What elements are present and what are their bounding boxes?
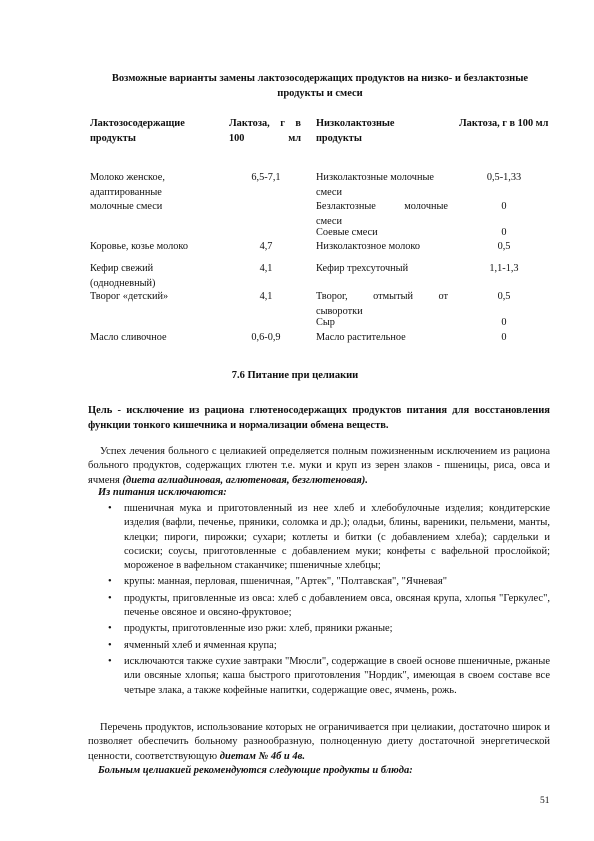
diet-emphasis: (диета аглиадиновая, аглютеновая, безглютеновая). <box>122 474 368 486</box>
table-cell: 0,6-0,9 <box>251 332 281 343</box>
table-cell: Масло сливочное <box>90 332 167 343</box>
table-cell: Масло растительное <box>316 332 406 343</box>
table-cell: молочные смеси <box>90 201 163 212</box>
table-cell: 4,1 <box>259 291 273 302</box>
table-cell: 0,5-1,33 <box>486 172 522 183</box>
cell-text: Молоко женское, адаптированные <box>90 172 165 198</box>
header-low-lactose-products: Низколактозные продукты <box>316 118 395 144</box>
intro-text: Успех лечения больного с целиакией определяется полным пожизненным исключением из рациона больного продуктов, содержащих глютен т.е. муки и круп из зерен злаков - пшеницы, риса, овса и ячменя <box>88 446 550 486</box>
table-cell: Творог «детский» <box>90 291 169 302</box>
section-title: 7.6 Питание при целиакии <box>231 370 359 381</box>
header-lactose-amount-2: Лактоза, г в 100 мл <box>459 118 549 129</box>
header-lactose-products: Лактозосодержащие продукты <box>90 118 185 144</box>
recommended-heading: Больным целиакией рекомендуются следующие продукты и блюда: <box>98 765 413 776</box>
excluded-heading: Из питания исключаются: <box>98 487 227 498</box>
excluded-list <box>108 502 550 700</box>
list-item: • продукты, приговленные из овса: хлеб с добавлением овса, овсяная крупа, хлопья "Геркулес", печенье овсяное и овсяно-фруктовое; <box>108 592 550 621</box>
header-lactose-amount-1 <box>229 116 301 146</box>
table-cell: 0 <box>501 201 507 212</box>
list-item: • крупы: манная, перловая, пшеничная, "Артек", "Полтавская", "Ячневая" <box>108 575 550 589</box>
table-cell: 0,5 <box>497 241 511 252</box>
table-cell: 6,5-7,1 <box>251 172 281 183</box>
table-cell: 0 <box>501 317 507 328</box>
page-number: 51 <box>540 796 550 806</box>
list-item: • ячменный хлеб и ячменная крупа; <box>108 639 550 653</box>
list-item: • продукты, приготовленные изо ржи: хлеб, пряники ржаные; <box>108 622 550 636</box>
diet-number-emphasis: диетам № 4б и 4в. <box>219 750 305 762</box>
table-cell: 0,5 <box>497 291 511 302</box>
table-cell: Безлактозные молочные смеси <box>316 201 448 227</box>
table-cell: Кефир свежий (однодневный) <box>90 263 156 289</box>
table-cell: 1,1-1,3 <box>489 263 519 274</box>
table-cell: Низколактозное молоко <box>316 241 421 252</box>
table-cell: 4,7 <box>259 241 273 252</box>
table-cell: Творог, отмытый от сыворотки <box>316 291 448 317</box>
table-cell: 0 <box>501 227 507 238</box>
table-cell <box>90 171 214 200</box>
table-cell: Низколактозные молочные смеси <box>316 172 434 198</box>
closing-paragraph <box>88 721 550 764</box>
list-item: • исключаются также сухие завтраки "Мюсли", содержащие в своей основе пшеничные, ржаные или овсяные хлопья; каша быстрого приготовления "Нордик", имеющая в своем составе все четыре злака, а также кофейные напитки, содержащие овес, ячмень, рожь. <box>108 655 550 698</box>
table-cell: Коровье, козье молоко <box>90 241 189 252</box>
table-cell: 4,1 <box>259 263 273 274</box>
closing-text: Перечень продуктов, использование которых не ограничивается при целиакии, достаточно широк и позволяет обеспечить больному разнообразную, полноценную диету достаточной энергетической ценности, соответствующую <box>88 722 550 762</box>
list-item: • пшеничная мука и приготовленный из нее хлеб и хлебобулочные изделия; кондитерские изделия (вафли, печенье, пряники, соломка и др.); оладьи, блины, вареники, пельмени, манты, клецки; пироги, пирожки; сухари; котлеты и битки (с добавлением хлеба); сардельки и сосиски; соусы, приготовленные с добавлением муки; конфеты с вафельной прослойкой; мороженое в вафельном стаканчике; пшеничные хлебцы; <box>108 502 550 573</box>
table-cell: Сыр <box>316 317 335 328</box>
header-lactose-amount-1-text: Лактоза, г в 100 мл <box>229 118 301 144</box>
intro-paragraph <box>88 445 550 488</box>
goal-paragraph: Цель - исключение из рациона глютеносодержащих продуктов питания для восстановления функции тонкого кишечника и нормализации обмена веществ. <box>88 405 550 431</box>
table-cell: 0 <box>501 332 507 343</box>
table-title: Возможные варианты замены лактозосодержащих продуктов на низко- и безлактозные продукты и смеси <box>111 73 529 99</box>
table-cell: Соевые смеси <box>316 227 378 238</box>
table-cell: Кефир трехсуточный <box>316 263 409 274</box>
